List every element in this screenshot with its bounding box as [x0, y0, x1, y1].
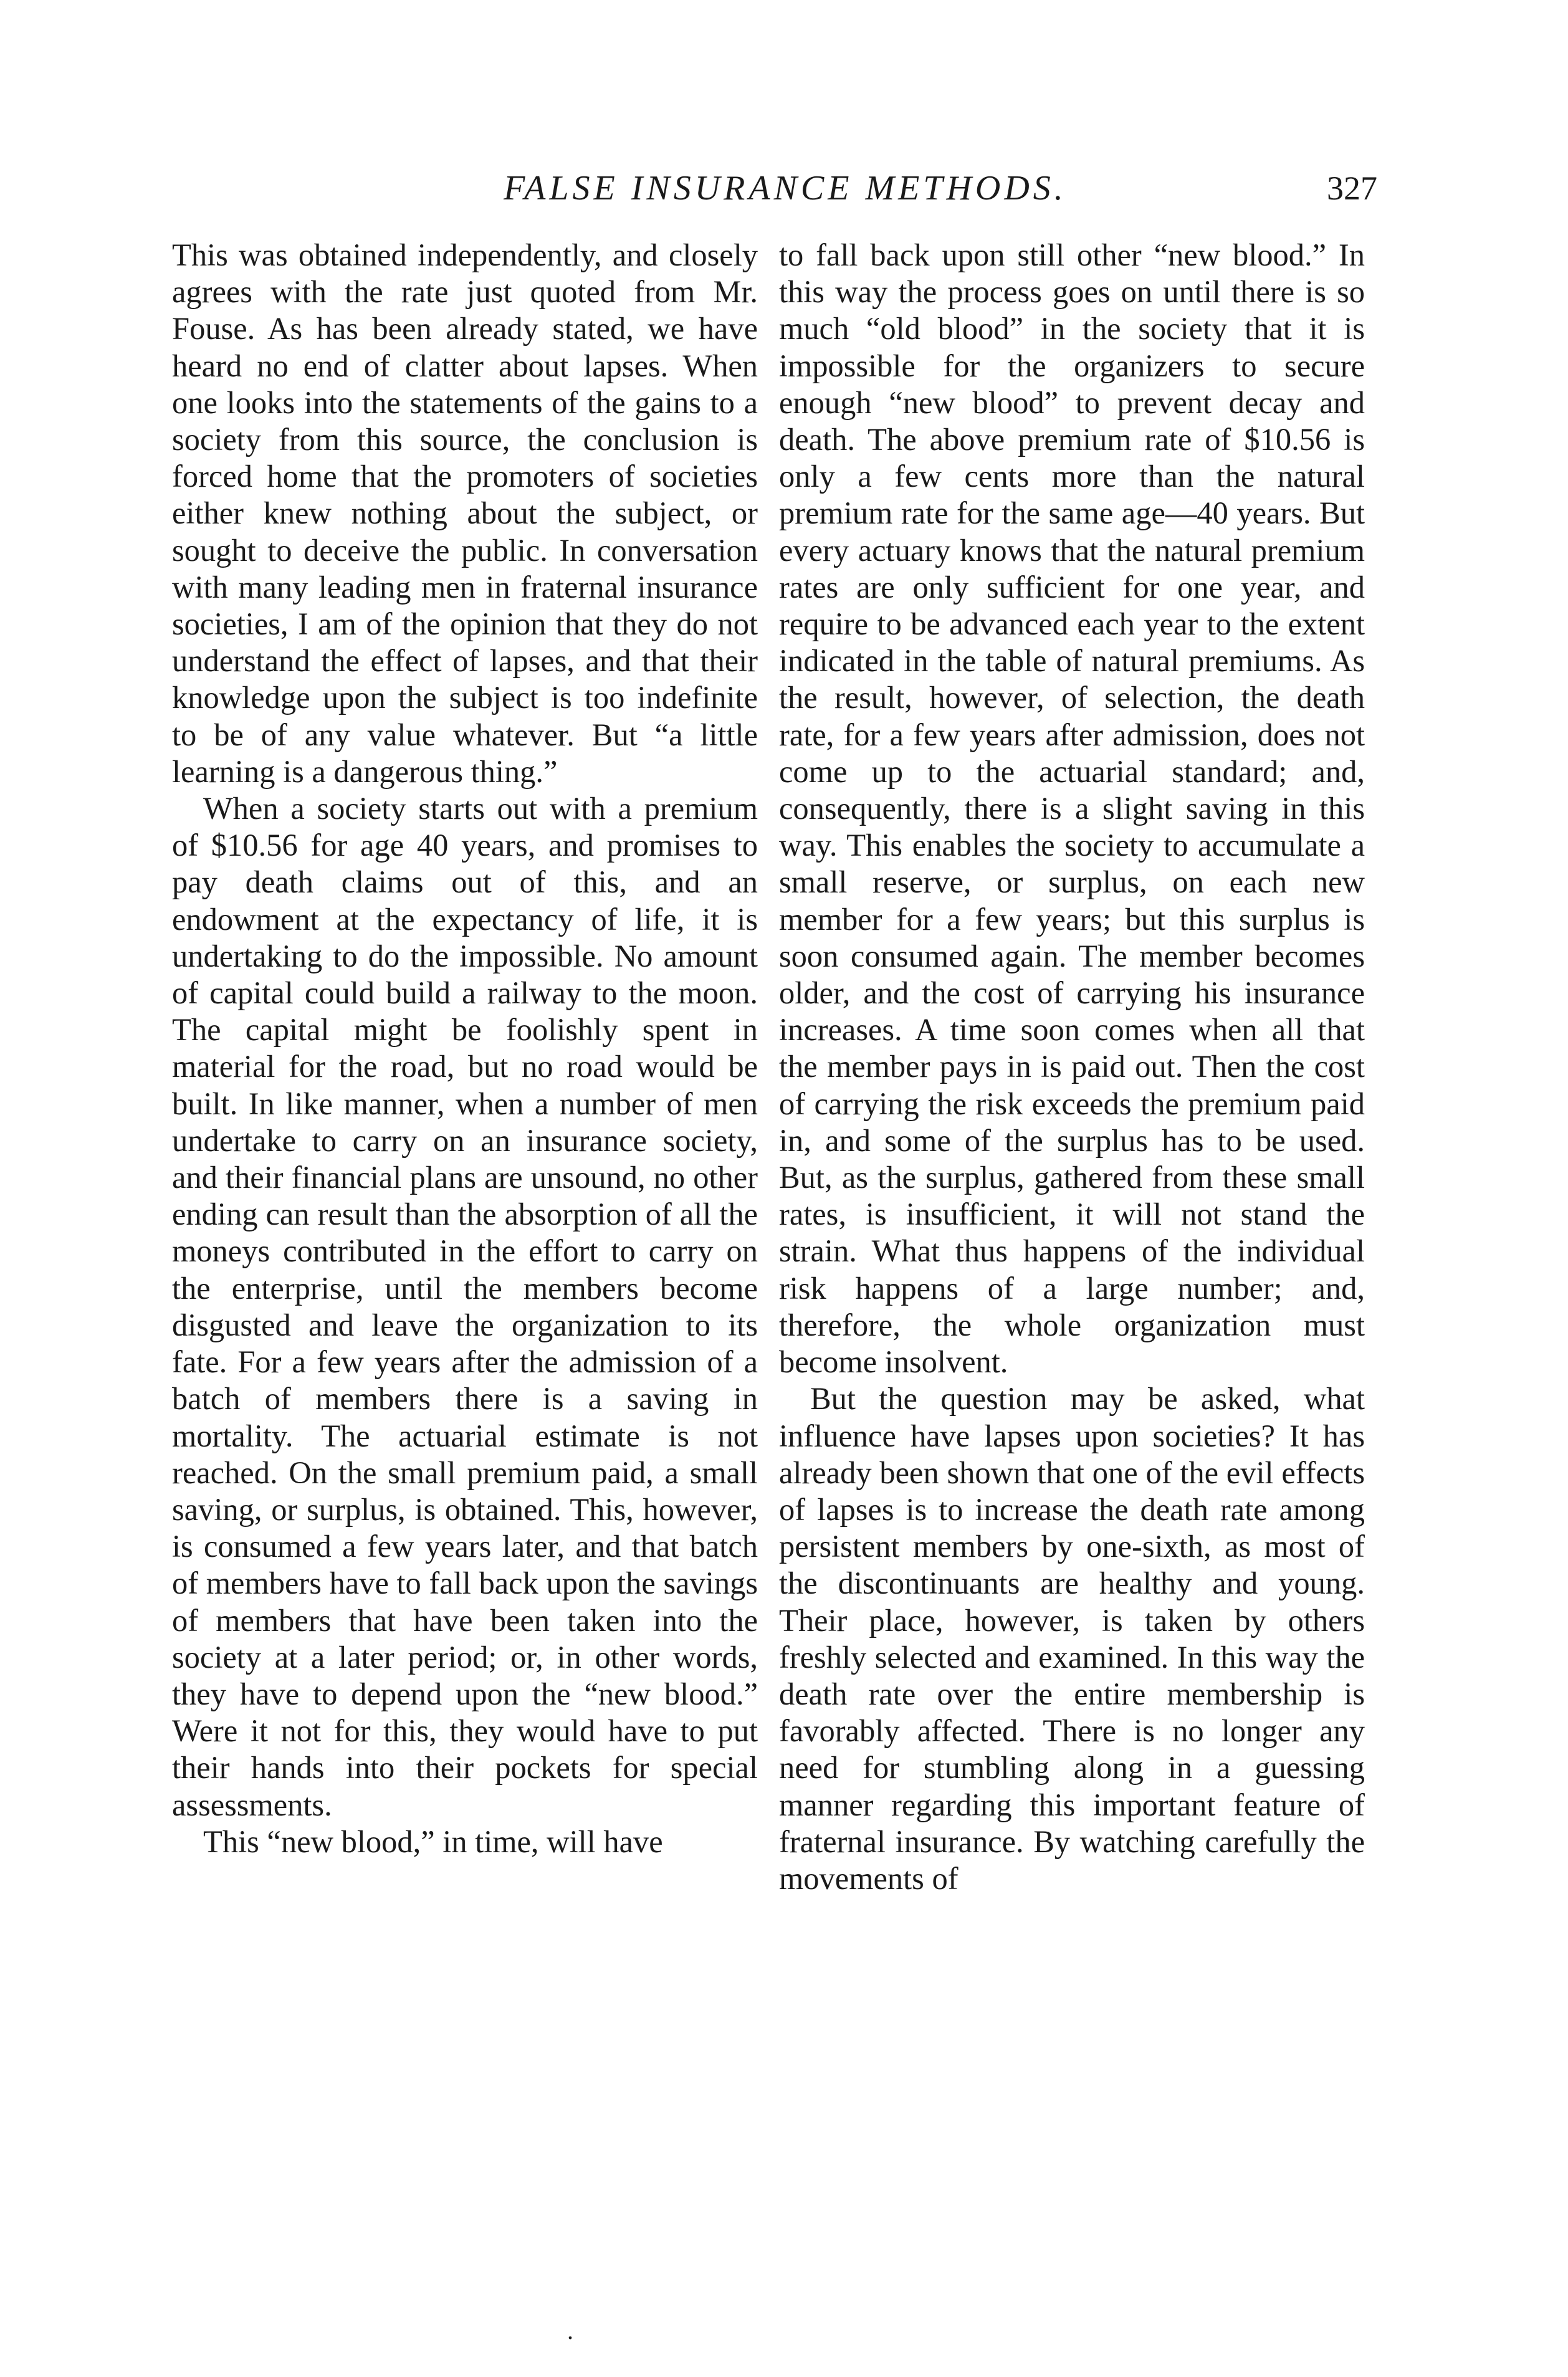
page-number: 327 — [1327, 170, 1377, 207]
page-header — [174, 163, 1396, 213]
running-title: FALSE INSURANCE METHODS. — [504, 169, 1067, 208]
footer-mark: . — [567, 2317, 573, 2345]
left-paragraph-3: This “new blood,” in time, will have — [203, 1824, 663, 1859]
left-column — [172, 237, 758, 1860]
left-paragraph-1: This was obtained independently, and closely agrees with the rate just quoted from Mr. Fouse. As has been already stated, we have heard no end of clatter about lapses. When one looks into the statements of the gains to a society from this source, the conclusion is forced home that the promoters of societies either knew nothing about the subject, or sought to deceive the public. In conversation with many leading men in fraternal insurance societies, I am of the opinion that they do not understand the effect of lapses, and that their knowledge upon the subject is too indefinite to be of any value whatever. But “a little learning is a dangerous thing.” — [172, 237, 758, 789]
right-paragraph-2: But the question may be asked, what influence have lapses upon societies? It has already been shown that one of the evil effects of lapses is to increase the death rate among persistent members by one-sixth, as most of the discontinuants are healthy and young. Their place, however, is taken by others freshly selected and examined. In this way the death rate over the entire membership is favorably affected. There is no longer any need for stumbling along in a guessing manner regarding this important feature of fraternal insurance. By watching carefully the movements of — [779, 1381, 1365, 1896]
right-column — [779, 237, 1365, 1897]
left-paragraph-2: When a society starts out with a premium of $10.56 for age 40 years, and promises to pay death claims out of this, and an endowment at the expectancy of life, it is undertaking to do the impossible. No amount of capital could build a railway to the moon. The capital might be foolishly spent in material for the road, but no road would be built. In like manner, when a number of men undertake to carry on an insurance society, and their financial plans are unsound, no other ending can result than the absorption of all the moneys contributed in the effort to carry on the enterprise, until the members become disgusted and leave the organization to its fate. For a few years after the admission of a batch of members there is a saving in mortality. The actuarial estimate is not reached. On the small premium paid, a small saving, or surplus, is obtained. This, however, is consumed a few years later, and that batch of members have to fall back upon the savings of members that have been taken into the society at a later period; or, in other words, they have to depend upon the “new blood.” Were it not for this, they would have to put their hands into their pockets for special assessments. — [172, 791, 758, 1822]
right-paragraph-1: to fall back upon still other “new blood.” In this way the process goes on until there is so much “old blood” in the society that it is impossible for the organizers to secure enough “new blood” to prevent decay and death. The above premium rate of $10.56 is only a few cents more than the natural premium rate for the same age—40 years. But every actuary knows that the natural premium rates are only sufficient for one year, and require to be advanced each year to the extent indicated in the table of natural premiums. As the result, however, of selection, the death rate, for a few years after admission, does not come up to the actuarial standard; and, consequently, there is a slight saving in this way. This enables the society to accumulate a small reserve, or surplus, on each new member for a few years; but this surplus is soon consumed again. The member becomes older, and the cost of carrying his insurance increases. A time soon comes when all that the member pays in is paid out. Then the cost of carrying the risk exceeds the premium paid in, and some of the surplus has to be used. But, as the surplus, gathered from these small rates, is insufficient, it will not stand the strain. What thus happens of the individual risk happens of a large number; and, therefore, the whole organization must become insolvent. — [779, 237, 1365, 1380]
